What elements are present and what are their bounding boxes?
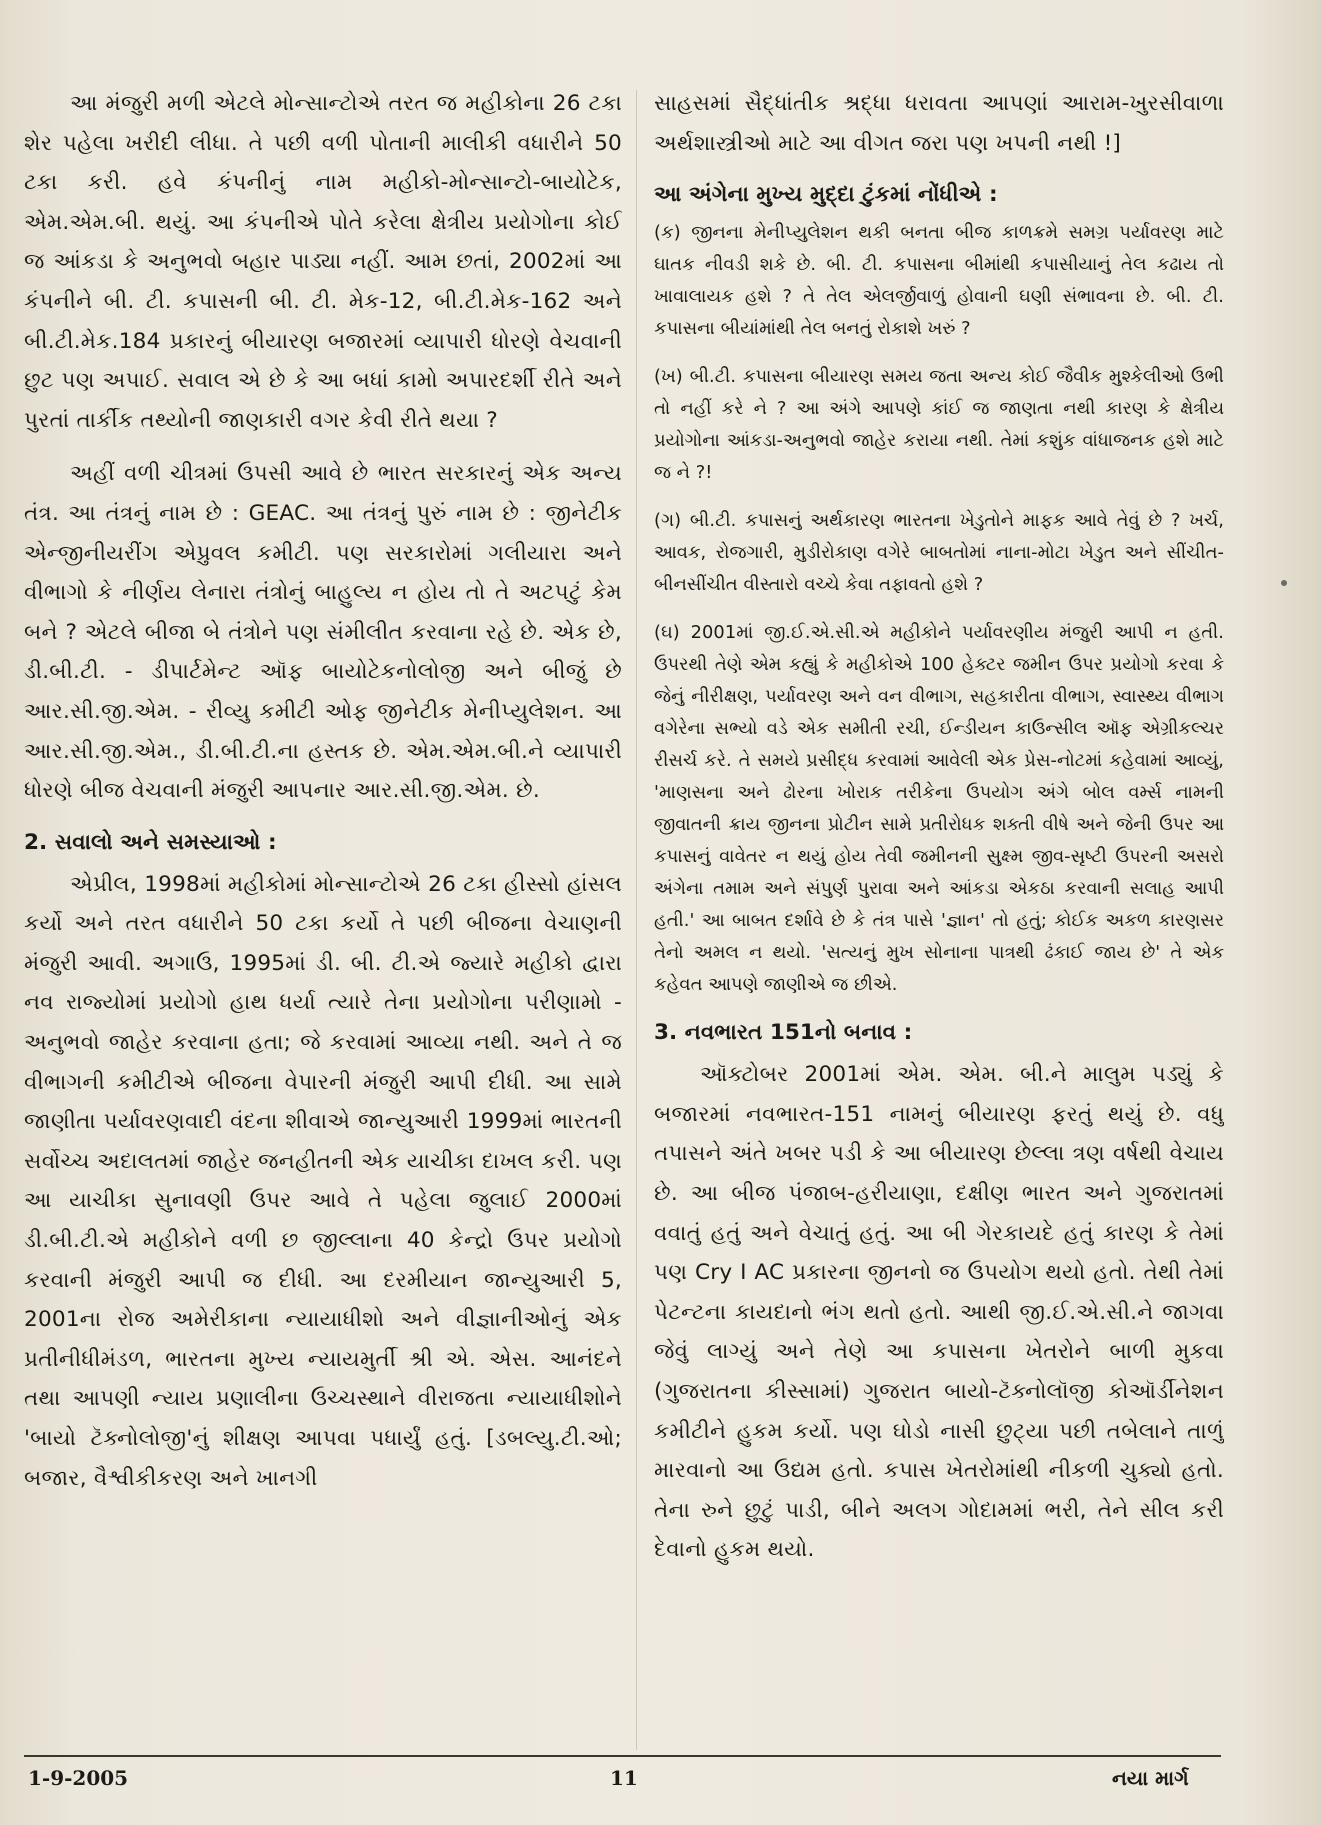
issue-date: 1-9-2005 (28, 1766, 129, 1790)
point-paragraph: (ખ) બી.ટી. કપાસના બીયારણ સમય જતા અન્ય કોઈ જૈવીક મુશ્કેલીઓ ઉભી તો નહીં કરે ને ? આ અંગે આપણે કાંઈ જ જાણતા નથી કારણ કે ક્ષેત્રીય પ્રયોગોના આંકડા-અનુભવો જાહેર કરાયા નથી. તેમાં કશુંક વાંધાજનક હશે માટે જ ને ?! (654, 366, 1224, 484)
section-heading: આ અંગેના મુખ્ય મુદ્દા ટુંકમાં નોંધીએ : (654, 182, 998, 208)
paper-speck (1281, 580, 1287, 586)
right-column (654, 84, 1224, 1764)
footer-rule (24, 1755, 1221, 1757)
point-paragraph: (ગ) બી.ટી. કપાસનું અર્થકારણ ભારતના ખેડુતોને માફક આવે તેવું છે ? ખર્ચ, આવક, રોજગારી, મુડીરોકાણ વગેરે બાબતોમાં નાના-મોટા ખેડુત અને સીંચીત-બીનસીંચીત વીસ્તારો વચ્ચે કેવા તફાવતો હશે ? (654, 510, 1224, 596)
body-paragraph: સાહસમાં સૈદ્ધાંતીક શ્રદ્ધા ધરાવતા આપણાં આરામ-ખુરસીવાળા અર્થશાસ્ત્રીઓ માટે આ વીગત જરા પણ ખપની નથી !] (654, 91, 1224, 156)
body-paragraph: આ મંજુરી મળી એટલે મોન્સાન્ટોએ તરત જ મહીકોના 26 ટકા શેર પહેલા ખરીદી લીધા. તે પછી વળી પોતાની માલીકી વધારીને 50 ટકા કરી. હવે કંપનીનું નામ મહીકો-મોન્સાન્ટો-બાયોટેક, એમ.એમ.બી. થયું. આ કંપનીએ પોતે કરેલા ક્ષેત્રીય પ્રયોગોના કોઈ જ આંકડા કે અનુભવો બહાર પાડ્યા નહીં. આમ છતાં, 2002માં આ કંપનીને બી. ટી. કપાસની બી. ટી. મેક-12, બી.ટી.મેક-162 અને બી.ટી.મેક.184 પ્રકારનું બીયારણ બજારમાં વ્યાપારી ધોરણે વેચવાની છુટ પણ અપાઈ. સવાલ એ છે કે આ બધાં કામો અપારદર્શી રીતે અને પુરતાં તાર્કીક તથ્યોની જાણકારી વગર કેવી રીતે થયા ? (24, 91, 622, 433)
left-column (24, 84, 622, 1764)
column-divider (636, 90, 637, 1750)
page-number: 11 (610, 1766, 638, 1790)
point-paragraph: (ઘ) 2001માં જી.ઈ.એ.સી.એ મહીકોને પર્યાવરણીય મંજુરી આપી ન હતી. ઉપરથી તેણે એમ કહ્યું કે મહીકોએ 100 હેક્ટર જમીન ઉપર પ્રયોગો કરવા કે જેનું નીરીક્ષણ, પર્યાવરણ અને વન વીભાગ, સહકારીતા વીભાગ, સ્વાસ્થ્ય વીભાગ વગેરેના સભ્યો વડે એક સમીતી રચી, ઈન્ડીયન કાઉન્સીલ ઑફ એગ્રીકલ્ચર રીસર્ચ કરે. તે સમયે પ્રસીદ્ધ કરવામાં આવેલી એક પ્રેસ-નોટમાં કહેવામાં આવ્યું, 'માણસના અને ઢોરના ખોરાક તરીકેના ઉપયોગ અંગે બોલ વર્મ્સ નામની જીવાતની ક્રાય જીનના પ્રોટીન સામે પ્રતીરોધક શક્તી વીષે અને જેની ઉપર આ કપાસનું વાવેતર ન થયું હોય તેવી જમીનની સુક્ષ્મ જીવ-સૃષ્ટી ઉપરની અસરો અંગેના તમામ અને સંપુર્ણ પુરાવા અને આંકડા એકઠા કરવાની સલાહ આપી હતી.' આ બાબત દર્શાવે છે કે તંત્ર પાસે 'જ્ઞાન' તો હતું; કોઈક અકળ કારણસર તેનો અમલ ન થયો. 'સત્યનું મુખ સોનાના પાત્રથી ઢંકાઈ જાય છે' તે એક કહેવત આપણે જાણીએ જ છીએ. (654, 622, 1224, 996)
body-paragraph: અહીં વળી ચીત્રમાં ઉપસી આવે છે ભારત સરકારનું એક અન્ય તંત્ર. આ તંત્રનું નામ છે : GEAC. આ તંત્રનું પુરું નામ છે : જીનેટીક એન્જીનીયરીંગ એપ્રુવલ કમીટી. પણ સરકારોમાં ગલીયારા અને વીભાગો કે નીર્ણય લેનારા તંત્રોનું બાહુલ્ય ન હોય તો તે અટપટું કેમ બને ? એટલે બીજા બે તંત્રોને પણ સંમીલીત કરવાના રહે છે. એક છે, ડી.બી.ટી. - ડીપાર્ટમેન્ટ ઑફ બાયોટેકનોલોજી અને બીજું છે આર.સી.જી.એમ. - રીવ્યુ કમીટી ઓફ જીનેટીક મેનીપ્યુલેશન. આ આર.સી.જી.એમ., ડી.બી.ટી.ના હસ્તક છે. એમ.એમ.બી.ને વ્યાપારી ધોરણે બીજ વેચવાની મંજુરી આપનાર આર.સી.જી.એમ. છે. (24, 461, 622, 804)
body-paragraph: એપ્રીલ, 1998માં મહીકોમાં મોન્સાન્ટોએ 26 ટકા હીસ્સો હાંસલ કર્યો અને તરત વધારીને 50 ટકા કર્યો તે પછી બીજના વેચાણની મંજુરી આવી. અગાઉ, 1995માં ડી. બી. ટી.એ જ્યારે મહીકો દ્વારા નવ રાજ્યોમાં પ્રયોગો હાથ ધર્યા ત્યારે તેના પ્રયોગોના પરીણામો - અનુભવો જાહેર કરવાના હતા; જે કરવામાં આવ્યા નથી. અને તે જ વીભાગની કમીટીએ બીજના વેપારની મંજુરી આપી દીધી. આ સામે જાણીતા પર્યાવરણવાદી વંદના શીવાએ જાન્યુઆરી 1999માં ભારતની સર્વોચ્ચ અદાલતમાં જાહેર જનહીતની એક યાચીકા દાખલ કરી. પણ આ યાચીકા સુનાવણી ઉપર આવે તે પહેલા જુલાઈ 2000માં ડી.બી.ટી.એ મહીકોને વળી છ જીલ્લાના 40 કેન્દ્રો ઉપર પ્રયોગો કરવાની મંજુરી આપી જ દીધી. આ દરમીયાન જાન્યુઆરી 5, 2001ના રોજ અમેરીકાના ન્યાયાધીશો અને વીજ્ઞાનીઓનું એક પ્રતીનીધીમંડળ, ભારતના મુખ્ય ન્યાયમુર્તી શ્રી એ. એસ. આનંદને તથા આપણી ન્યાય પ્રણાલીના ઉચ્ચસ્થાને વીરાજતા ન્યાયાધીશોને 'બાયો ટૅક્નોલોજી'નું શીક્ષણ આપવા પધાર્યું હતું. [ડબલ્યુ.ટી.ઓ; બજાર, વૈશ્વીકીકરણ અને ખાનગી (24, 871, 622, 1491)
section-heading: 3. નવભારત 151નો બનાવ : (654, 1020, 913, 1046)
magazine-name: નયા માર્ગ (1112, 1766, 1189, 1790)
body-paragraph: ઑક્ટોબર 2001માં એમ. એમ. બી.ને માલુમ પડ્યું કે બજારમાં નવભારત-151 નામનું બીયારણ ફરતું થયું છે. વધુ તપાસને અંતે ખબર પડી કે આ બીયારણ છેલ્લા ત્રણ વર્ષથી વેચાય છે. આ બીજ પંજાબ-હરીયાણા, દક્ષીણ ભારત અને ગુજરાતમાં વવાતું હતું અને વેચાતું હતું. આ બી ગેરકાયદે હતું કારણ કે તેમાં પણ Cry I AC પ્રકારના જીનનો જ ઉપયોગ થયો હતો. તેથી તેમાં પેટન્ટના કાયદાનો ભંગ થતો હતો. આથી જી.ઈ.એ.સી.ને જાગવા જેવું લાગ્યું અને તેણે આ કપાસના ખેતરોને બાળી મુકવા (ગુજરાતના કીસ્સામાં) ગુજરાત બાયો-ટૅક્નોલૉજી કોઑર્ડીનેશન કમીટીને હુકમ કર્યો. પણ ઘોડો નાસી છુટ્યા પછી તબેલાને તાળું મારવાનો આ ઉદ્યમ હતો. કપાસ ખેતરોમાંથી નીકળી ચુક્યો હતો. તેના રુને છુટું પાડી, બીને અલગ ગોદામમાં ભરી, તેને સીલ કરી દેવાનો હુકમ થયો. (654, 1062, 1224, 1563)
point-paragraph: (ક) જીનના મેનીપ્યુલેશન થકી બનતા બીજ કાળક્રમે સમગ્ર પર્યાવરણ માટે ઘાતક નીવડી શકે છે. બી. ટી. કપાસના બીમાંથી કપાસીયાનું તેલ કઢાય તો ખાવાલાયક હશે ? તે તેલ એલર્જીવાળું હોવાની ઘણી સંભાવના છે. બી. ટી. કપાસના બીયાંમાંથી તેલ બનતું રોકાશે ખરું ? (654, 222, 1224, 340)
section-heading: 2. સવાલો અને સમસ્યાઓ : (24, 829, 277, 855)
